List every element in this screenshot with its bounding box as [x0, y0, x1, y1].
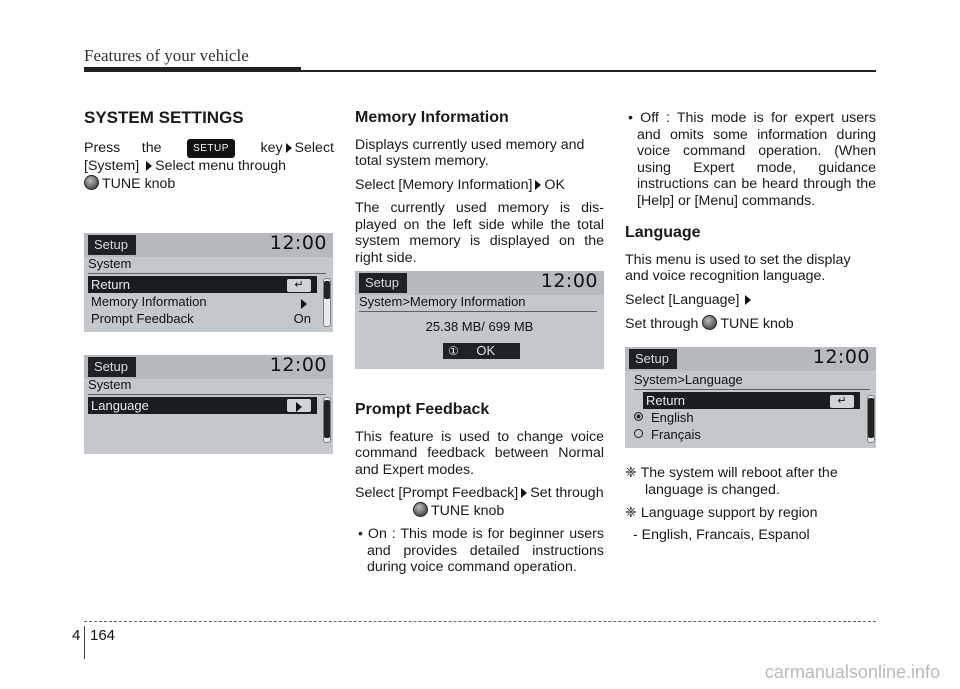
menu-item-prompt-feedback[interactable]: Prompt Feedback On: [91, 311, 311, 326]
screen-tab-setup: Setup: [88, 235, 136, 255]
bullet-off: • Off : This mode is for expert users and omits some information during voice command operation. (When using Expert mode, guidance instructions can be heard through the [Help] or [Menu] commands.: [628, 110, 876, 209]
memory-p1: Displays currently used memory and total system memory.: [355, 136, 585, 169]
tune-knob-icon: [702, 315, 717, 330]
column-2: [355, 110, 604, 273]
language-heading: Language: [625, 224, 701, 241]
memory-information-heading: Memory Information: [355, 109, 509, 126]
arrow-right-icon: [745, 295, 751, 305]
tune-knob-icon: [84, 175, 99, 190]
scrollbar-thumb[interactable]: [324, 281, 330, 299]
screen-tab-setup: Setup: [359, 273, 407, 293]
chevron-right-icon: [296, 402, 302, 412]
arrow-right-icon: [286, 143, 292, 153]
column-2-lower: [355, 402, 604, 583]
scrollbar[interactable]: [867, 395, 875, 443]
footer-rule: [84, 621, 876, 622]
bullet-on: • On : This mode is for beginner users and provides detailed instructions during voice command operation.: [358, 526, 604, 575]
column-1: [84, 110, 334, 200]
memory-p3: The currently used memory is dis-played on the left side while the total system memory is displayed on the right side.: [355, 200, 604, 266]
screen-path: System>Memory Information: [359, 294, 526, 309]
tune-knob-icon: [413, 502, 428, 517]
prompt-feedback-value: On: [293, 311, 311, 326]
note-reboot: ❈ The system will reboot after the language is changed.: [625, 465, 838, 498]
setup-key-icon: SETUP: [187, 139, 235, 158]
screen-path: System: [88, 377, 132, 392]
memory-usage-value: 25.38 MB/ 699 MB: [425, 319, 534, 334]
note-language-list: - English, Francais, Espanol: [633, 526, 810, 543]
language-p3: Set through TUNE knob: [625, 316, 794, 332]
scrollbar[interactable]: [323, 278, 331, 327]
menu-item-return[interactable]: Return ↵: [643, 392, 860, 409]
chapter-number: 4: [72, 627, 81, 644]
language-p1: This menu is used to set the display and voice recognition language.: [625, 251, 851, 284]
footer-divider: [84, 626, 85, 659]
note-language-support: ❈ Language support by region: [625, 505, 818, 521]
screen-tab-setup: Setup: [88, 357, 136, 377]
screen-clock: 12:00: [269, 232, 327, 254]
screen-system-menu: [84, 233, 333, 332]
system-settings-instructions: Press the SETUP key Select [System] Select menu through TUNE knob: [84, 139, 334, 192]
column-3: [625, 110, 876, 340]
screen-language-entry: [84, 355, 333, 454]
screen-path: System>Language: [634, 372, 743, 387]
arrow-right-icon: [146, 161, 152, 171]
page-number: 164: [90, 627, 116, 644]
menu-item-memory-information[interactable]: Memory Information: [88, 293, 317, 310]
note-mark-icon: ❈: [625, 465, 637, 481]
scrollbar-thumb[interactable]: [324, 400, 330, 438]
prompt-feedback-heading: Prompt Feedback: [355, 401, 490, 418]
screen-clock: 12:00: [812, 346, 870, 368]
watermark: carmanualsonline.info: [764, 662, 940, 682]
note-mark-icon: ❈: [625, 505, 637, 521]
scrollbar[interactable]: [323, 397, 331, 443]
language-option-english[interactable]: English: [631, 409, 860, 426]
screen-clock: 12:00: [540, 270, 598, 292]
screen-language-selection: [625, 347, 876, 448]
arrow-right-icon: [521, 488, 527, 498]
arrow-right-icon: [535, 180, 541, 190]
screen-path: System: [88, 256, 132, 271]
header-rule-thick: [84, 67, 301, 72]
column-3-notes: [625, 465, 876, 550]
language-p2: Select [Language]: [625, 292, 876, 309]
header-rule-thin: [301, 70, 876, 72]
radio-selected-icon: [634, 412, 643, 421]
screen-tab-setup: Setup: [629, 349, 677, 369]
prompt-p2: Select [Prompt Feedback] Set through TUNE knob: [355, 485, 604, 519]
return-icon: ↵: [830, 395, 854, 408]
return-icon: ↵: [287, 279, 311, 292]
system-settings-heading: SYSTEM SETTINGS: [84, 108, 244, 127]
ok-button[interactable]: ① OK: [443, 343, 520, 359]
chevron-right-icon: [301, 299, 307, 309]
language-option-francais[interactable]: Français: [631, 426, 860, 443]
radio-unselected-icon: [634, 429, 643, 438]
ok-icon: ①: [448, 344, 459, 358]
scrollbar-thumb[interactable]: [868, 398, 874, 438]
menu-item-return[interactable]: Return ↵: [88, 276, 317, 293]
prompt-p1: This feature is used to change voice command feedback between Normal and Expert modes.: [355, 428, 604, 478]
memory-p2: Select [Memory Information] OK: [355, 176, 565, 193]
screen-memory-information: [355, 271, 604, 369]
menu-item-language[interactable]: Language: [88, 397, 317, 414]
page-header-title: Features of your vehicle: [84, 46, 249, 65]
screen-clock: 12:00: [269, 354, 327, 376]
